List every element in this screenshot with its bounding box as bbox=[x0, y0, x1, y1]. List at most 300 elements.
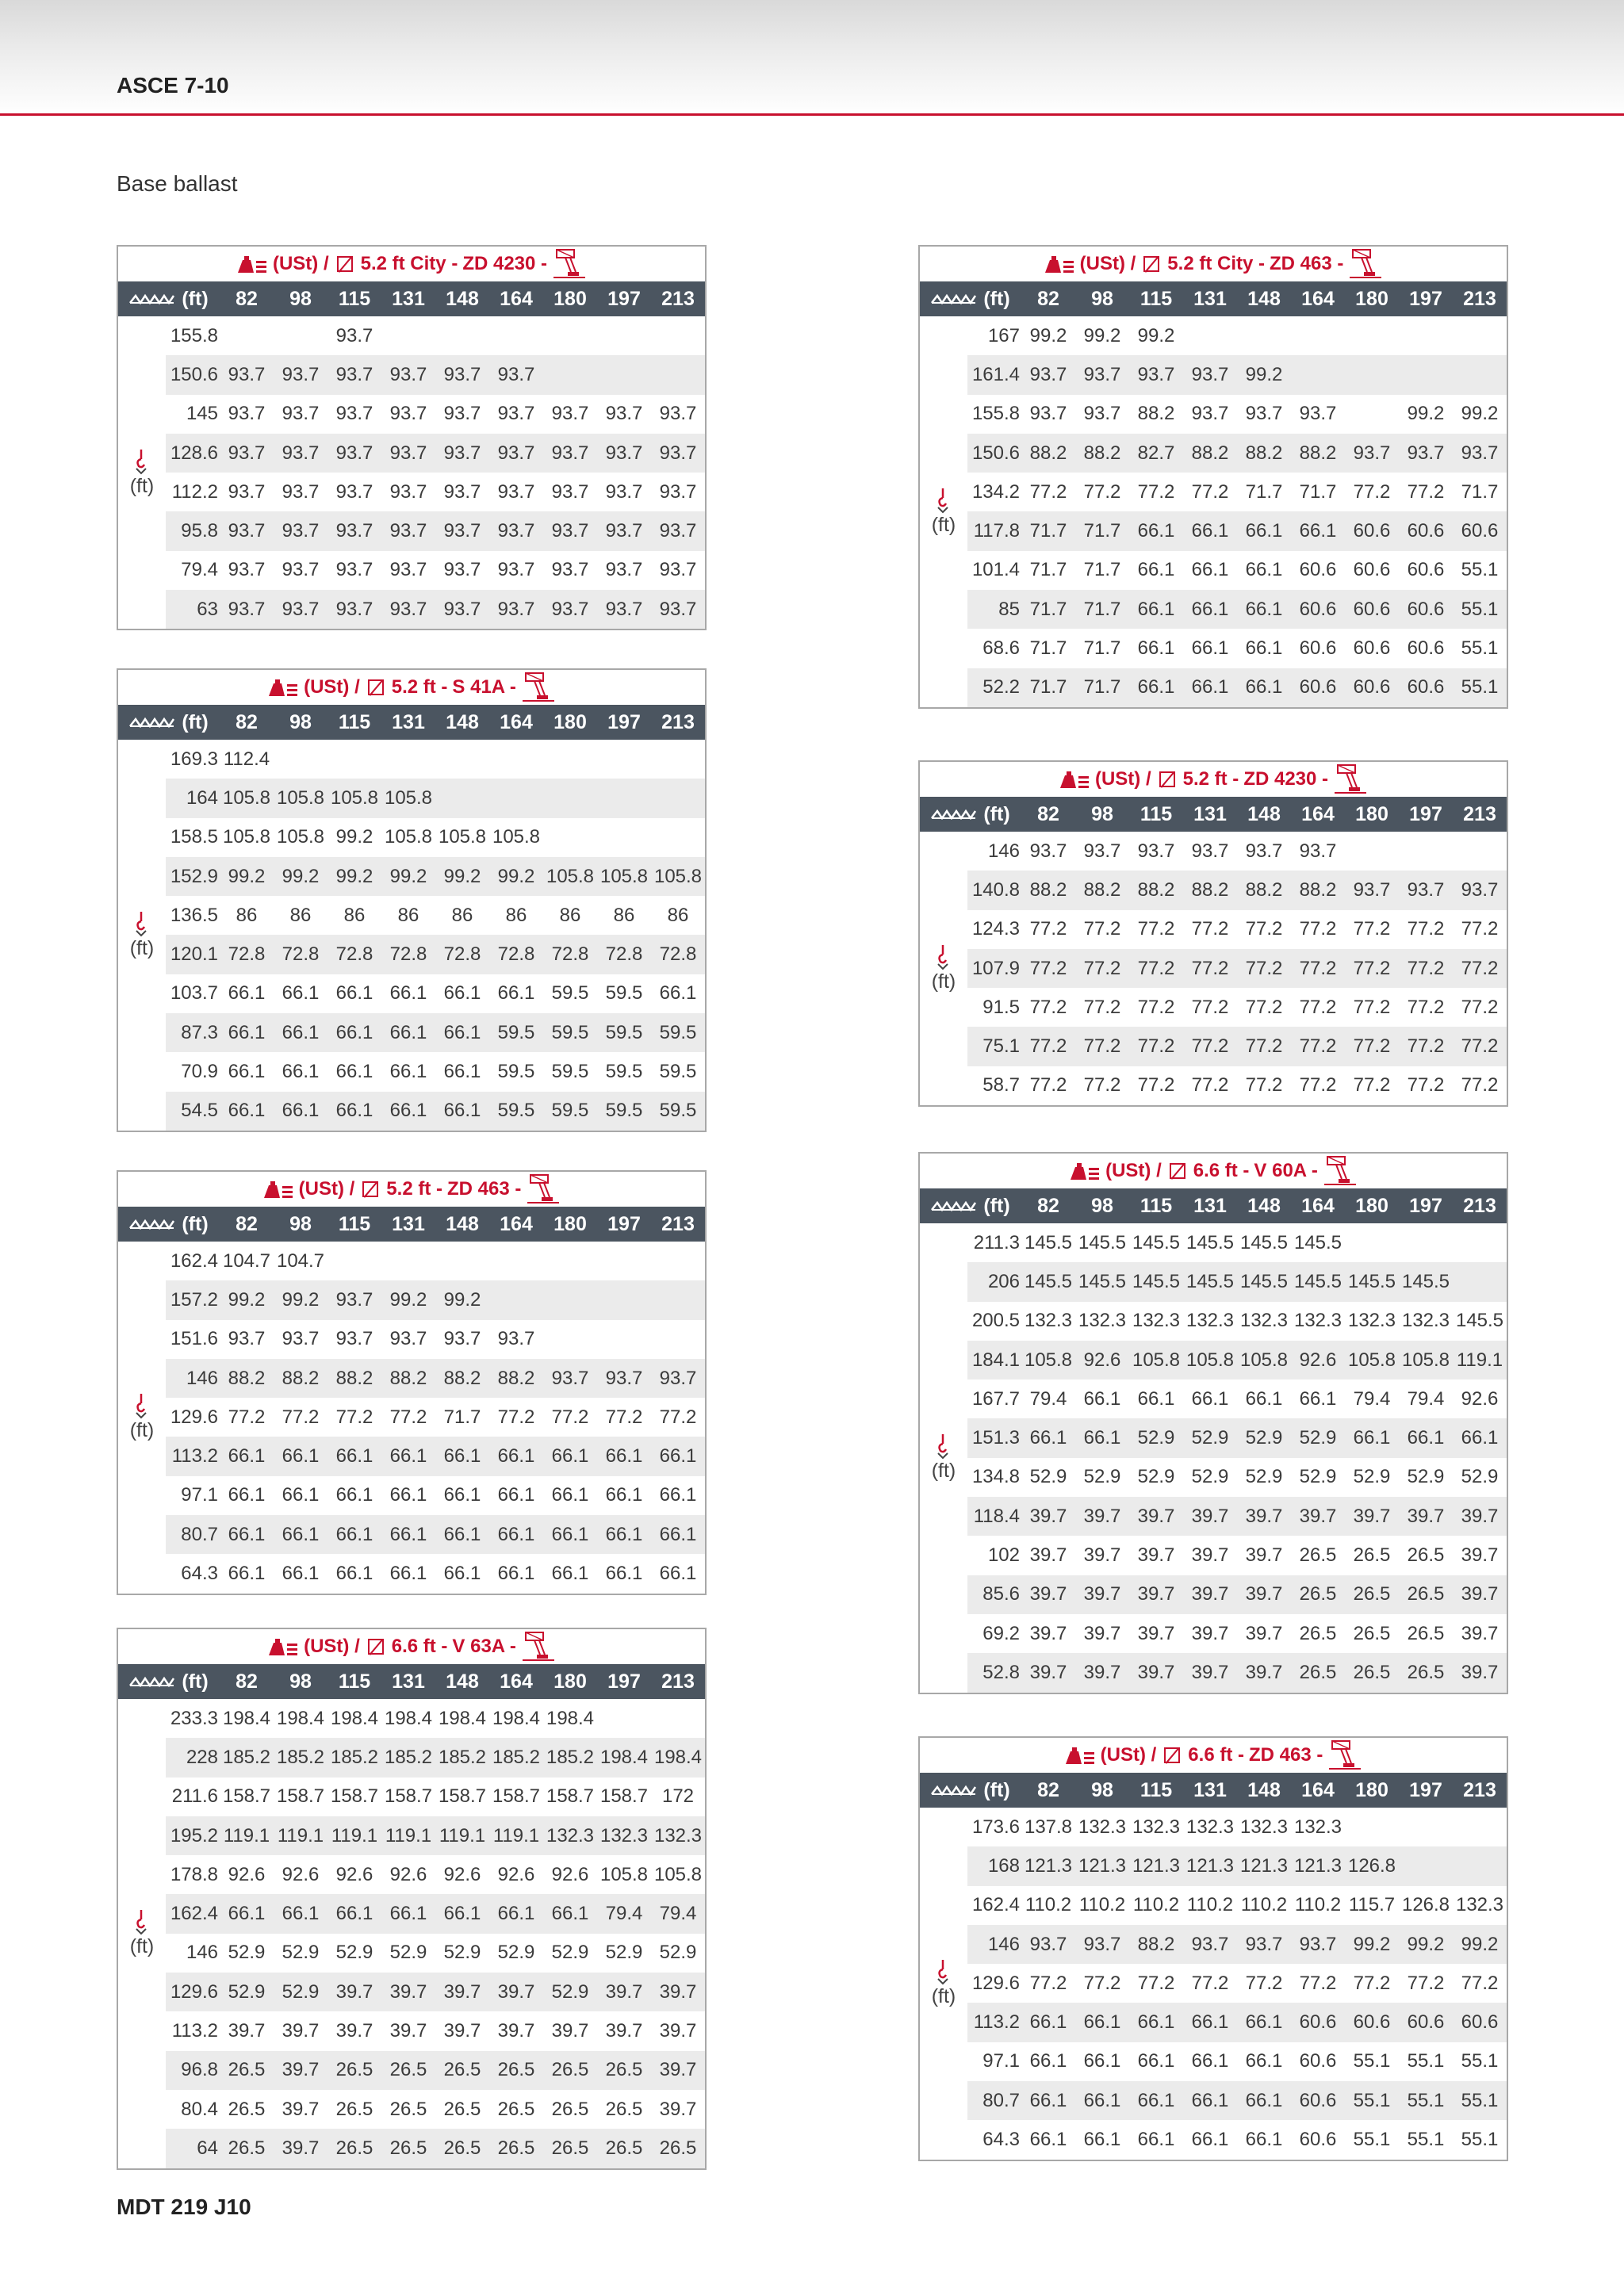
load-cell: 77.2 bbox=[1299, 996, 1337, 1018]
table-row bbox=[967, 1341, 1507, 1380]
radius-column-header: 164 bbox=[1301, 802, 1335, 825]
load-cell: 66.1 bbox=[497, 1903, 535, 1925]
load-cell: 66.1 bbox=[389, 1484, 427, 1506]
height-axis-label bbox=[920, 1808, 967, 2160]
radius-column-header: 148 bbox=[1247, 287, 1281, 310]
hook-height-icon bbox=[935, 943, 952, 970]
weight-icon bbox=[1044, 254, 1075, 274]
load-cell: 77.2 bbox=[1083, 1074, 1121, 1096]
load-cell: 121.3 bbox=[1024, 1854, 1073, 1877]
load-cell: 66.1 bbox=[389, 1903, 427, 1925]
load-cell: 26.5 bbox=[497, 2098, 535, 2120]
load-cell: 26.5 bbox=[1407, 1583, 1445, 1605]
load-cell: 77.2 bbox=[1191, 1035, 1229, 1058]
radius-column-header: 180 bbox=[553, 710, 587, 733]
load-cell: 66.1 bbox=[1191, 598, 1229, 620]
table-config-title bbox=[118, 1172, 705, 1207]
load-cell: 39.7 bbox=[282, 2098, 320, 2120]
table-header-row bbox=[920, 797, 1507, 832]
load-cell: 99.2 bbox=[497, 865, 535, 887]
table-row bbox=[166, 1398, 705, 1437]
config-size: 6.6 ft - bbox=[1188, 1744, 1244, 1766]
load-cell: 99.2 bbox=[335, 865, 373, 887]
load-cell: 93.7 bbox=[1191, 1933, 1229, 1955]
load-cell: 26.5 bbox=[1353, 1661, 1391, 1683]
load-cell: 26.5 bbox=[1407, 1622, 1445, 1644]
load-cell: 52.9 bbox=[228, 1942, 266, 1964]
load-cell: 66.1 bbox=[1137, 598, 1175, 620]
table-row bbox=[967, 316, 1507, 355]
config-size: 5.2 ft - bbox=[386, 1178, 442, 1200]
load-cell: 88.2 bbox=[1245, 442, 1283, 464]
load-cell: 60.6 bbox=[1353, 637, 1391, 660]
load-cell: 39.7 bbox=[335, 2020, 373, 2042]
load-cell: 39.7 bbox=[282, 2059, 320, 2081]
hook-height-icon bbox=[133, 910, 151, 937]
table-row bbox=[166, 1476, 705, 1515]
load-cell: 99.2 bbox=[228, 1288, 266, 1311]
table-row bbox=[166, 1092, 705, 1131]
load-cell: 77.2 bbox=[1029, 1035, 1067, 1058]
table-row bbox=[166, 857, 705, 896]
load-cell: 66.1 bbox=[1083, 2089, 1121, 2111]
counter-jib-icon bbox=[362, 1181, 378, 1197]
hook-height-cell: 102 bbox=[987, 1544, 1020, 1567]
load-cell: 99.2 bbox=[1083, 324, 1121, 346]
load-cell: 110.2 bbox=[1186, 1894, 1234, 1916]
table-rows bbox=[166, 740, 705, 1131]
table-row bbox=[967, 551, 1507, 590]
config-unit: (USt) / bbox=[1079, 253, 1136, 274]
load-cell: 88.2 bbox=[228, 1367, 266, 1389]
load-cell: 88.2 bbox=[282, 1367, 320, 1389]
height-axis-label bbox=[920, 832, 967, 1105]
load-cell: 39.7 bbox=[1029, 1661, 1067, 1683]
load-cell: 198.4 bbox=[384, 1707, 433, 1729]
load-cell: 72.8 bbox=[282, 943, 320, 966]
table-row bbox=[967, 1066, 1507, 1105]
table-row bbox=[166, 1738, 705, 1777]
load-cell: 77.2 bbox=[1245, 1074, 1283, 1096]
load-cell: 59.5 bbox=[551, 1021, 589, 1043]
load-cell: 66.1 bbox=[389, 982, 427, 1004]
hook-height-cell: 117.8 bbox=[973, 520, 1020, 542]
hook-height-cell: 70.9 bbox=[181, 1061, 218, 1083]
load-cell: 66.1 bbox=[335, 1100, 373, 1122]
radius-column-header: 164 bbox=[500, 1212, 533, 1235]
radius-column-header: 148 bbox=[446, 1670, 479, 1693]
load-cell: 88.2 bbox=[1191, 442, 1229, 464]
hook-height-cell: 96.8 bbox=[181, 2059, 218, 2081]
crane-icon bbox=[1348, 248, 1383, 280]
load-cell: 59.5 bbox=[497, 1100, 535, 1122]
load-cell: 66.1 bbox=[282, 1903, 320, 1925]
load-cell: 77.2 bbox=[1029, 996, 1067, 1018]
load-cell: 77.2 bbox=[1245, 957, 1283, 979]
config-model: ZD 463 - bbox=[446, 1178, 522, 1200]
load-cell: 39.7 bbox=[1137, 1505, 1175, 1527]
load-cell: 93.7 bbox=[1407, 442, 1445, 464]
load-cell: 185.2 bbox=[438, 1746, 487, 1768]
load-cell: 39.7 bbox=[1083, 1505, 1121, 1527]
table-config-title bbox=[920, 1154, 1507, 1188]
table-row bbox=[166, 1437, 705, 1475]
hook-height-cell: 54.5 bbox=[181, 1100, 218, 1122]
load-cell: 66.1 bbox=[443, 1903, 481, 1925]
load-cell: 112.4 bbox=[223, 748, 270, 770]
height-unit: (ft) bbox=[931, 513, 956, 536]
load-cell: 77.2 bbox=[1407, 918, 1445, 940]
load-cell: 71.7 bbox=[1083, 559, 1121, 581]
load-cell: 77.2 bbox=[1083, 996, 1121, 1018]
load-cell: 79.4 bbox=[1029, 1387, 1067, 1410]
load-cell: 93.7 bbox=[497, 442, 535, 464]
load-cell: 145.5 bbox=[1132, 1270, 1181, 1292]
load-cell: 132.3 bbox=[1132, 1310, 1181, 1332]
table-config-title bbox=[118, 247, 705, 281]
load-cell: 71.7 bbox=[1083, 676, 1121, 698]
radius-column-header: 131 bbox=[1193, 1194, 1227, 1217]
load-cell: 77.2 bbox=[1461, 957, 1499, 979]
hook-height-cell: 91.5 bbox=[982, 996, 1020, 1018]
load-cell: 52.9 bbox=[1137, 1466, 1175, 1488]
load-cell: 93.7 bbox=[1353, 442, 1391, 464]
load-cell: 66.1 bbox=[443, 1100, 481, 1122]
load-cell: 59.5 bbox=[659, 1100, 697, 1122]
load-cell: 26.5 bbox=[389, 2059, 427, 2081]
load-cell: 93.7 bbox=[282, 442, 320, 464]
hook-height-cell: 97.1 bbox=[181, 1484, 218, 1506]
table-config-title bbox=[118, 670, 705, 705]
load-cell: 88.2 bbox=[1245, 878, 1283, 901]
radius-column-header: 82 bbox=[236, 1670, 258, 1693]
table-row bbox=[166, 551, 705, 590]
load-cell: 93.7 bbox=[1461, 442, 1499, 464]
load-cell: 39.7 bbox=[1353, 1505, 1391, 1527]
load-cell: 119.1 bbox=[1456, 1349, 1503, 1371]
load-cell: 26.5 bbox=[551, 2059, 589, 2081]
load-cell: 77.2 bbox=[1461, 918, 1499, 940]
load-cell: 26.5 bbox=[1353, 1544, 1391, 1567]
load-cell: 55.1 bbox=[1353, 2050, 1391, 2072]
load-cell: 93.7 bbox=[497, 520, 535, 542]
crane-icon bbox=[1327, 1739, 1362, 1771]
load-cell: 66.1 bbox=[497, 1523, 535, 1545]
load-cell: 66.1 bbox=[605, 1523, 643, 1545]
load-cell: 66.1 bbox=[659, 1484, 697, 1506]
load-cell: 145.5 bbox=[1185, 1270, 1235, 1292]
table-row bbox=[166, 1777, 705, 1816]
table-row bbox=[967, 1302, 1507, 1341]
table-body bbox=[920, 1808, 1507, 2160]
load-cell: 93.7 bbox=[659, 442, 697, 464]
load-cell: 59.5 bbox=[551, 1061, 589, 1083]
load-cell: 158.7 bbox=[438, 1785, 487, 1808]
config-unit: (USt) / bbox=[298, 1178, 355, 1200]
hook-height-cell: 97.1 bbox=[982, 2050, 1020, 2072]
hook-height-cell: 69.2 bbox=[982, 1622, 1020, 1644]
hook-height-cell: 164 bbox=[186, 786, 218, 809]
load-cell: 93.7 bbox=[551, 442, 589, 464]
hook-height-cell: 184.1 bbox=[971, 1349, 1020, 1371]
load-cell: 66.1 bbox=[1353, 1427, 1391, 1449]
load-cell: 198.4 bbox=[438, 1707, 487, 1729]
load-cell: 52.9 bbox=[497, 1942, 535, 1964]
load-cell: 39.7 bbox=[1191, 1583, 1229, 1605]
load-cell: 99.2 bbox=[1461, 403, 1499, 425]
load-chart-table bbox=[117, 668, 707, 1132]
radius-column-header: 213 bbox=[1463, 1194, 1496, 1217]
load-cell: 55.1 bbox=[1461, 559, 1499, 581]
load-cell: 26.5 bbox=[335, 2137, 373, 2159]
crane-icon bbox=[1333, 763, 1368, 795]
radius-column-header: 98 bbox=[1091, 287, 1113, 310]
load-cell: 52.9 bbox=[1191, 1427, 1229, 1449]
table-row bbox=[166, 896, 705, 935]
hook-height-cell: 162.4 bbox=[170, 1249, 218, 1272]
load-cell: 158.7 bbox=[222, 1785, 271, 1808]
load-cell: 66.1 bbox=[551, 1445, 589, 1468]
load-cell: 104.7 bbox=[276, 1249, 325, 1272]
radius-column-header: 115 bbox=[338, 287, 371, 310]
load-cell: 59.5 bbox=[605, 1100, 643, 1122]
load-cell: 71.7 bbox=[443, 1406, 481, 1428]
table-row bbox=[166, 1242, 705, 1280]
load-cell: 60.6 bbox=[1299, 559, 1337, 581]
radius-column-header: 164 bbox=[1301, 287, 1335, 310]
load-cell: 66.1 bbox=[551, 1903, 589, 1925]
load-cell: 132.3 bbox=[1024, 1310, 1073, 1332]
load-cell: 26.5 bbox=[228, 2059, 266, 2081]
load-cell: 93.7 bbox=[1191, 363, 1229, 385]
hook-height-cell: 113.2 bbox=[171, 2020, 218, 2042]
load-cell: 26.5 bbox=[605, 2137, 643, 2159]
hook-height-cell: 113.2 bbox=[171, 1445, 218, 1468]
load-cell: 39.7 bbox=[1029, 1622, 1067, 1644]
radius-column-header: 115 bbox=[338, 1212, 371, 1235]
load-cell: 198.4 bbox=[330, 1707, 379, 1729]
table-body bbox=[920, 832, 1507, 1105]
load-cell: 93.7 bbox=[1137, 840, 1175, 862]
load-cell: 93.7 bbox=[389, 363, 427, 385]
load-cell: 105.8 bbox=[1185, 1349, 1235, 1371]
table-rows bbox=[967, 316, 1507, 707]
load-cell: 105.8 bbox=[276, 826, 325, 848]
counter-jib-icon bbox=[1143, 256, 1159, 272]
radius-column-header: 164 bbox=[500, 287, 533, 310]
table-body bbox=[118, 316, 705, 629]
radius-column-header: 131 bbox=[392, 1670, 425, 1693]
load-cell: 66.1 bbox=[497, 1563, 535, 1585]
load-cell: 93.7 bbox=[1245, 1933, 1283, 1955]
load-cell: 132.3 bbox=[546, 1824, 595, 1846]
counter-jib-icon bbox=[1164, 1747, 1180, 1763]
load-cell: 105.8 bbox=[330, 786, 379, 809]
load-cell: 93.7 bbox=[389, 403, 427, 425]
load-cell: 198.4 bbox=[546, 1707, 595, 1729]
load-cell: 93.7 bbox=[389, 442, 427, 464]
load-cell: 66.1 bbox=[282, 1484, 320, 1506]
load-cell: 88.2 bbox=[1137, 1933, 1175, 1955]
load-cell: 66.1 bbox=[497, 982, 535, 1004]
crane-icon bbox=[1323, 1155, 1358, 1187]
config-model: ZD 4230 - bbox=[1243, 768, 1329, 790]
load-cell: 88.2 bbox=[1137, 403, 1175, 425]
load-cell: 86 bbox=[236, 904, 258, 926]
load-cell: 93.7 bbox=[389, 1328, 427, 1350]
hook-height-cell: 80.4 bbox=[181, 2098, 218, 2120]
load-cell: 66.1 bbox=[659, 1523, 697, 1545]
load-cell: 77.2 bbox=[1191, 918, 1229, 940]
radius-header bbox=[920, 1779, 1021, 1802]
load-cell: 26.5 bbox=[1407, 1661, 1445, 1683]
counter-jib-icon bbox=[1159, 771, 1175, 787]
table-header-row bbox=[118, 1207, 705, 1242]
height-axis-label bbox=[920, 1223, 967, 1693]
radius-column-header: 197 bbox=[1409, 1778, 1442, 1801]
load-cell: 71.7 bbox=[1461, 480, 1499, 503]
load-cell: 39.7 bbox=[1191, 1622, 1229, 1644]
load-cell: 93.7 bbox=[659, 520, 697, 542]
load-cell: 66.1 bbox=[282, 1061, 320, 1083]
load-cell: 66.1 bbox=[228, 1061, 266, 1083]
config-size: 6.6 ft - bbox=[1193, 1160, 1250, 1181]
config-size: 6.6 ft - bbox=[391, 1636, 448, 1657]
load-cell: 66.1 bbox=[1461, 1427, 1499, 1449]
load-cell: 79.4 bbox=[1407, 1387, 1445, 1410]
load-cell: 93.7 bbox=[335, 403, 373, 425]
load-cell: 93.7 bbox=[228, 442, 266, 464]
load-cell: 77.2 bbox=[1083, 480, 1121, 503]
load-cell: 158.7 bbox=[546, 1785, 595, 1808]
load-cell: 39.7 bbox=[282, 2137, 320, 2159]
load-cell: 66.1 bbox=[228, 1021, 266, 1043]
load-cell: 77.2 bbox=[605, 1406, 643, 1428]
load-cell: 132.3 bbox=[1239, 1310, 1289, 1332]
load-cell: 66.1 bbox=[335, 1523, 373, 1545]
load-cell: 66.1 bbox=[1245, 676, 1283, 698]
hook-height-cell: 233.3 bbox=[170, 1707, 218, 1729]
load-cell: 26.5 bbox=[389, 2137, 427, 2159]
load-cell: 88.2 bbox=[389, 1367, 427, 1389]
load-cell: 132.3 bbox=[1239, 1816, 1289, 1838]
load-cell: 66.1 bbox=[1137, 559, 1175, 581]
load-cell: 72.8 bbox=[497, 943, 535, 966]
table-row bbox=[967, 511, 1507, 550]
load-cell: 105.8 bbox=[492, 826, 541, 848]
load-cell: 93.7 bbox=[443, 520, 481, 542]
radius-column-header: 213 bbox=[661, 1670, 695, 1693]
load-cell: 26.5 bbox=[389, 2098, 427, 2120]
header-rule bbox=[0, 113, 1624, 116]
load-cell: 145.5 bbox=[1185, 1231, 1235, 1253]
load-cell: 77.2 bbox=[1353, 1074, 1391, 1096]
load-cell: 39.7 bbox=[1029, 1544, 1067, 1567]
load-cell: 71.7 bbox=[1029, 637, 1067, 660]
load-cell: 71.7 bbox=[1083, 520, 1121, 542]
hook-height-cell: 145 bbox=[186, 403, 218, 425]
load-cell: 59.5 bbox=[497, 1061, 535, 1083]
load-cell: 66.1 bbox=[228, 1903, 266, 1925]
hook-height-icon bbox=[935, 1958, 952, 1985]
table-row bbox=[967, 1497, 1507, 1536]
load-cell: 66.1 bbox=[1191, 2129, 1229, 2151]
load-cell: 158.7 bbox=[330, 1785, 379, 1808]
load-cell: 77.2 bbox=[1407, 1035, 1445, 1058]
load-cell: 59.5 bbox=[605, 982, 643, 1004]
radius-column-header: 213 bbox=[661, 1212, 695, 1235]
load-cell: 77.2 bbox=[1407, 1972, 1445, 1994]
load-cell: 52.9 bbox=[551, 1942, 589, 1964]
load-cell: 158.7 bbox=[276, 1785, 325, 1808]
load-cell: 77.2 bbox=[497, 1406, 535, 1428]
load-cell: 72.8 bbox=[335, 943, 373, 966]
radius-column-header: 213 bbox=[661, 710, 695, 733]
load-cell: 93.7 bbox=[335, 1288, 373, 1311]
height-axis-label bbox=[118, 316, 166, 629]
load-cell: 26.5 bbox=[497, 2137, 535, 2159]
hook-height-cell: 79.4 bbox=[181, 559, 218, 581]
load-cell: 93.7 bbox=[389, 598, 427, 620]
load-cell: 93.7 bbox=[551, 520, 589, 542]
load-cell: 77.2 bbox=[389, 1406, 427, 1428]
radius-column-header: 98 bbox=[289, 1212, 312, 1235]
radius-column-header: 213 bbox=[1463, 802, 1496, 825]
load-cell: 66.1 bbox=[1245, 2050, 1283, 2072]
height-unit: (ft) bbox=[931, 1985, 956, 2008]
table-row bbox=[166, 935, 705, 974]
load-cell: 86 bbox=[343, 904, 366, 926]
load-cell: 77.2 bbox=[1407, 996, 1445, 1018]
load-cell: 66.1 bbox=[1299, 520, 1337, 542]
load-cell: 66.1 bbox=[1029, 2129, 1067, 2151]
load-cell: 66.1 bbox=[1137, 520, 1175, 542]
load-cell: 93.7 bbox=[1407, 878, 1445, 901]
load-cell: 105.8 bbox=[1024, 1349, 1073, 1371]
hook-height-cell: 52.8 bbox=[982, 1661, 1020, 1683]
load-cell: 105.8 bbox=[1132, 1349, 1181, 1371]
load-cell: 39.7 bbox=[659, 1980, 697, 2003]
hook-height-cell: 95.8 bbox=[181, 520, 218, 542]
load-cell: 77.2 bbox=[1299, 1035, 1337, 1058]
load-cell: 92.6 bbox=[1299, 1349, 1337, 1371]
table-rows bbox=[166, 1242, 705, 1594]
radius-column-header: 213 bbox=[1463, 287, 1496, 310]
load-cell: 66.1 bbox=[659, 1563, 697, 1585]
load-cell: 93.7 bbox=[497, 598, 535, 620]
load-cell: 66.1 bbox=[1245, 637, 1283, 660]
load-cell: 93.7 bbox=[605, 559, 643, 581]
load-cell: 39.7 bbox=[1245, 1544, 1283, 1567]
radius-icon bbox=[129, 1676, 175, 1687]
load-cell: 71.7 bbox=[1029, 520, 1067, 542]
load-cell: 59.5 bbox=[551, 1100, 589, 1122]
load-cell: 92.6 bbox=[228, 1863, 266, 1885]
load-cell: 99.2 bbox=[1407, 403, 1445, 425]
load-cell: 66.1 bbox=[1191, 2050, 1229, 2072]
load-cell: 66.1 bbox=[1191, 1387, 1229, 1410]
table-row bbox=[967, 434, 1507, 473]
load-cell: 77.2 bbox=[1137, 957, 1175, 979]
radius-column-header: 82 bbox=[1037, 1194, 1059, 1217]
radius-column-header: 98 bbox=[289, 287, 312, 310]
load-cell: 93.7 bbox=[282, 520, 320, 542]
load-cell: 137.8 bbox=[1024, 1816, 1073, 1838]
table-row bbox=[967, 1653, 1507, 1692]
load-cell: 77.2 bbox=[1191, 1074, 1229, 1096]
load-cell: 88.2 bbox=[1083, 878, 1121, 901]
radius-header bbox=[118, 288, 220, 311]
